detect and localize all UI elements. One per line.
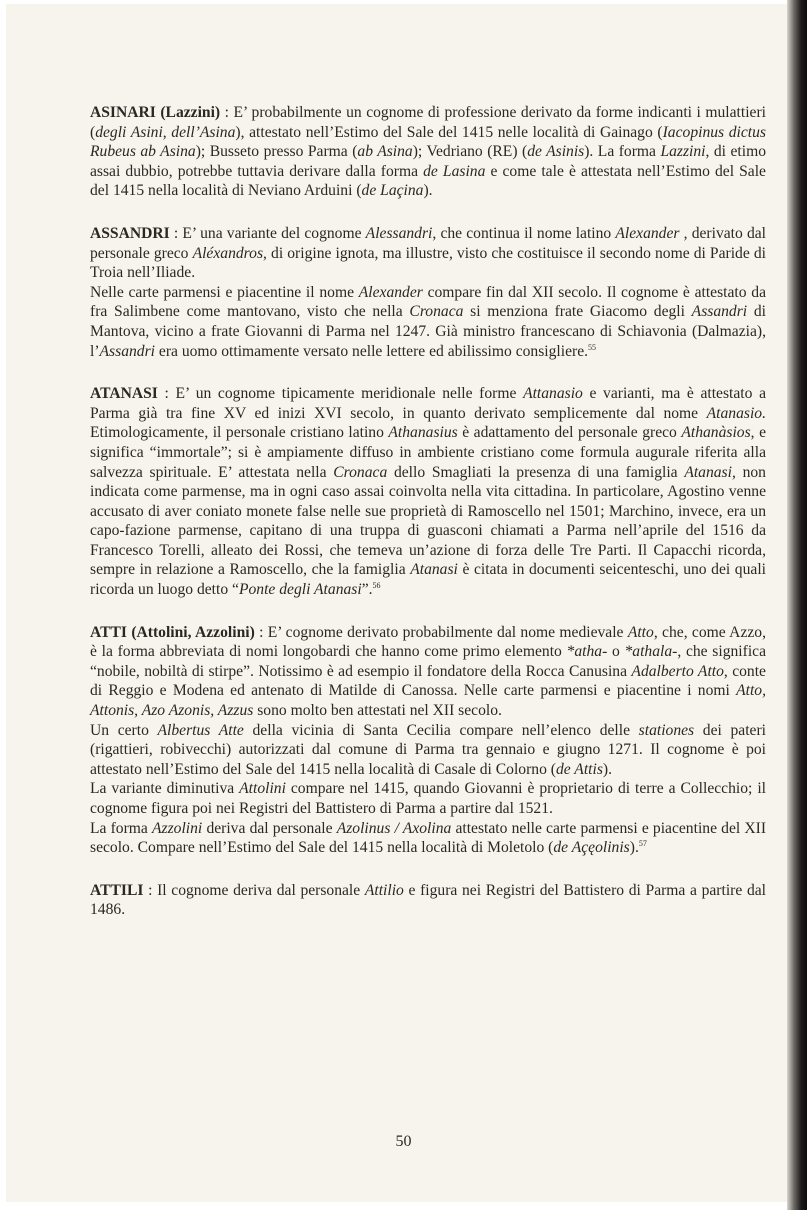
text-run: o (607, 643, 625, 661)
italic-term: Cronaca (409, 303, 464, 321)
text-run: ). (423, 182, 433, 200)
italic-term: Albertus Atte (157, 721, 244, 739)
entry-headword: ASSANDRI (90, 224, 170, 242)
text-run: ); Vedriano (RE) ( (412, 143, 528, 161)
entry-paragraph (90, 623, 766, 721)
italic-term: Attanasio (523, 385, 583, 403)
text-run: Nelle carte parmensi e piacentine il nome (90, 283, 359, 301)
surname-entry (90, 103, 766, 201)
text-run: era uomo ottimamente versato nelle lettere ed abilissimo consigliere. (155, 342, 589, 360)
page-number: 50 (395, 1133, 412, 1150)
surname-entry (90, 384, 766, 600)
text-run: , che continua il nome latino (432, 224, 616, 242)
italic-term: de Laçina (361, 182, 424, 200)
text-run: : E’ probabilmente un cognome di professione derivato da forme indicanti i mulattieri ( (90, 104, 766, 141)
italic-term: Alexander (358, 283, 423, 301)
entry-paragraph (90, 384, 766, 600)
text-run: Un certo (90, 721, 158, 739)
italic-term: de Attis (555, 760, 603, 778)
italic-term: Cronaca (333, 463, 388, 481)
italic-term: Attolini (239, 780, 286, 798)
text-run: deriva dal personale (202, 819, 337, 837)
dictionary-body (90, 103, 766, 943)
italic-term: Azolinus / Axolina (336, 819, 452, 837)
italic-term: de Lasina (423, 162, 486, 180)
entry-paragraph (90, 819, 766, 858)
italic-term: Lazzini (660, 143, 706, 161)
text-run: , e significa “immortale”; si è ampiamente diffuso in ambiente cristiano come formula augurale riferita alla salvezza spirituale. E’ attestata nella (90, 424, 766, 481)
text-run: , derivato dal personale greco (90, 224, 766, 262)
text-run: La forma (90, 819, 153, 837)
italic-term: Atanasi, (684, 463, 736, 481)
italic-term: Assandri (99, 342, 155, 360)
text-run: si menziona frate Giacomo degli (463, 303, 692, 321)
text-run: ). La forma (584, 143, 661, 161)
text-run: e come tale è attestata nell’Estimo del Sale del 1415 nella località di Neviano Arduini ( (90, 162, 766, 200)
book-spine-shadow (787, 0, 807, 1210)
entry-paragraph (90, 881, 766, 920)
text-run: : Il cognome deriva dal personale (143, 881, 365, 899)
italic-term: Atanasio. (706, 404, 766, 422)
entry-headword: ATTILI (90, 881, 144, 899)
entry-headword: ATANASI (90, 385, 158, 403)
text-run: , di origine ignota, ma illustre, visto che costituisce il secondo nome di Paride di Troia nell’Iliade. (90, 244, 766, 282)
entry-paragraph (90, 283, 766, 361)
text-run: ). (602, 760, 612, 778)
text-run: e figura nei Registri del Battistero di Parma a partire dal 1486. (90, 881, 766, 919)
italic-term: Atto (627, 623, 654, 641)
text-run: , che, come Azzo, è la forma abbreviata di nomi longobardi che hanno come primo elemento (90, 623, 766, 661)
text-run: è adattamento del personale greco (457, 424, 682, 442)
text-run: Etimologicamente, il personale cristiano latino (90, 424, 389, 442)
italic-term: Assandri (691, 303, 748, 321)
text-run: compare nel 1415, quando Giovanni è proprietario di terre a Collecchio; il cognome figura poi nei Registri del Battistero di Parma a partire dal 1521. (90, 780, 766, 817)
italic-term: Alessandri (365, 224, 433, 242)
text-run: dello Smagliati la presenza di una famiglia (387, 463, 685, 481)
entry-headword: ATTI (Attolini, Azzolini) (90, 623, 255, 641)
text-run: e varianti, ma è attestato a Parma già tra fine XV ed inizi XVI secolo, in quanto derivato semplicemente dal nome (90, 385, 766, 422)
italic-term: Attilio (364, 881, 404, 899)
italic-term: Adalberto Atto (631, 662, 724, 680)
text-run: attestato nelle carte parmensi e piacentine del XII secolo. Compare nell’Estimo del Sale del 1415 nella località di Moletolo ( (90, 819, 767, 857)
footnote-ref: 57 (638, 839, 647, 848)
text-run: ), attestato nell’Estimo del Sale del 1415 nelle località di Gainago ( (235, 123, 663, 141)
text-run: dei pateri (rigattieri, robivecchi) autorizzati dal comune di Parma tra gennaio e giugno 1271. Il cognome è poi attestato nell’Estimo del Sale del 1415 nella località di Casale di Colorno ( (90, 721, 766, 778)
italic-term: Athanàsios (681, 424, 751, 442)
text-run: di Mantova, vicino a frate Giovanni di Parma nel 1247. Già ministro francescano di Schiavonia (Dalmazia), l’ (90, 303, 766, 360)
entry-paragraph (90, 224, 766, 283)
footnote-ref: 55 (588, 342, 597, 352)
text-run: : E’ una variante del cognome (169, 224, 366, 242)
entry-paragraph (90, 779, 766, 818)
italic-term: Iacopinus dictus Rubeus ab Asina (90, 123, 766, 161)
text-run: ); Busseto presso Parma ( (195, 143, 358, 161)
entry-headword: ASINARI (Lazzini) (90, 104, 221, 121)
text-run: , che significa “nobile, nobiltà di stirpe”. Notissimo è ad esempio il fondatore della Rocca Canusina (90, 643, 767, 680)
italic-term: ab Asina (357, 143, 413, 161)
text-run: è citata in documenti seicenteschi, uno dei quali ricorda un luogo detto “ (90, 561, 766, 599)
text-run: sono molto ben attestati nel XII secolo. (253, 702, 502, 720)
text-run: : E’ cognome derivato probabilmente dal nome medievale (254, 623, 628, 641)
entry-paragraph (90, 103, 766, 201)
text-run: La variante diminutiva (90, 780, 240, 798)
surname-entry (90, 623, 766, 858)
text-run: , conte di Reggio e Modena ed antenato di Matilde di Canossa. Nelle carte parmensi e piacentine i nomi (90, 662, 766, 700)
surname-entry (90, 224, 766, 361)
italic-term: Alexander (615, 224, 680, 242)
italic-term: Ponte degli Atanasi (238, 581, 362, 599)
italic-term: degli Asini, dell’Asina (95, 123, 236, 141)
footnote-ref: 56 (372, 580, 381, 590)
italic-term: *atha- (566, 643, 608, 661)
italic-term: de Asinis (527, 143, 585, 161)
text-run: , di etimo assai dubbio, potrebbe tuttavia derivare dalla forma (90, 143, 767, 180)
text-run: ). (629, 839, 639, 857)
italic-term: stationes (638, 721, 695, 739)
italic-term: Atanasi (410, 561, 458, 579)
entry-paragraph (90, 721, 766, 780)
surname-entry (90, 881, 766, 920)
italic-term: Athanasius (388, 424, 458, 442)
text-run: non indicata come parmense, ma in ogni caso assai coinvolta nella vita cittadina. In particolare, Agostino venne accusato di aver coniato monete false nelle sue proprietà di Ramoscello nel 1501; Marchino, invece, era un capo-fazione parmense, capitano di una truppa di guasconi chiamati a Parma nell’aprile del 1516 da Francesco Torelli, alleato dei Rossi, che temeva un’azione di forza delle Tre Parti. Il Capacchi ricorda, sempre in relazione a Ramoscello, che la famiglia (90, 463, 766, 579)
italic-term: Atto, Attonis, Azo Azonis, Azzus (90, 682, 766, 720)
text-run: ”. (361, 581, 373, 599)
text-run: : E’ un cognome tipicamente meridionale nelle forme (157, 385, 524, 403)
text-run: compare fin dal XII secolo. Il cognome è attestato da fra Salimbene come mantovano, visto che nella (90, 283, 767, 321)
italic-term: *athala- (624, 643, 678, 661)
italic-term: Aléxandros (192, 244, 264, 262)
text-run: della vicinia di Santa Cecilia compare nell’elenco delle (243, 721, 639, 739)
italic-term: Azzolini (152, 819, 203, 837)
italic-term: de Açęolinis (553, 839, 630, 857)
